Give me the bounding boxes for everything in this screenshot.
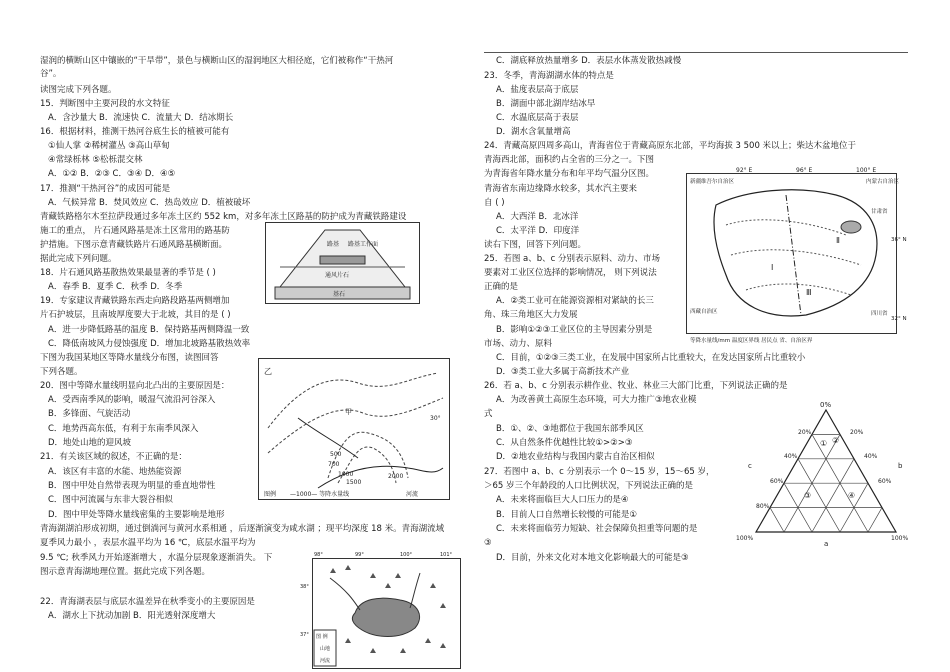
province-region3: 甘肃省 [871, 209, 888, 215]
ternary-label-b: b [898, 462, 903, 470]
right-line: 24．青藏高原四周多高山，青海省位于青藏高原东北部，平均海拔 3 500 米以上；柴达木盆地位于 [484, 141, 857, 151]
left-line: C．降低南坡风力侵蚀强度 D．增加北坡路基散热效率 [48, 339, 251, 349]
left-line: 湿润的横断山区中镶嵌的“干旱带”，景色与横断山区的湿润地区大相径庭，它们被称作“干热河 [40, 56, 394, 66]
right-line: 为青海省年降水量分布和年平均气温分区图。 [484, 169, 655, 179]
ternary-p1: ① [820, 439, 828, 448]
railway-label-stone: 通风片石 [325, 272, 350, 279]
province-lat1: 36° N [891, 237, 907, 243]
qinghai-legend: 图 例 [316, 634, 328, 640]
right-line: C．未来将面临劳力短缺、社会保障负担重等问题的是 [496, 524, 698, 534]
province-zone1: Ⅰ [771, 263, 774, 272]
qinghai-lon4: 101° [440, 552, 453, 558]
right-line: ＞65 岁三个年龄段的人口比例状况，下列说法正确的是 [484, 481, 694, 491]
right-line: 25．若图 a、b、c 分别表示原料、动力、市场 [484, 254, 660, 264]
left-line: A．进一步降低路基的温度 B．保持路基两侧降温一致 [48, 325, 250, 335]
rainfall-legend-iso: —1000— 等降水量线 [290, 491, 350, 498]
right-line: C．湖底释放热量增多 D．表层水体蒸发散热减慢 [496, 56, 682, 66]
left-line: A．该区有丰富的水能、地热能资源 [48, 467, 182, 477]
right-line: 青海省东南边缘降水较多，其水汽主要来 [484, 184, 638, 194]
ternary-20: 20% [798, 429, 812, 436]
left-line: 片石护坡层，且南坡厚度要大于北坡，其目的是 ( ) [40, 310, 231, 320]
right-line: D．②地农业结构与我国内蒙古自治区相似 [496, 452, 655, 462]
ternary-top: 0% [820, 401, 832, 409]
right-line: B．湖面中部北湖岸结冰早 [496, 99, 596, 109]
right-line: D．湖水含氧量增高 [496, 127, 571, 137]
ternary-p2: ② [832, 436, 840, 445]
ternary-right-60: 60% [878, 478, 892, 485]
left-line: 19．专家建议青藏铁路东西走向路段路基两侧增加 [40, 296, 230, 306]
rainfall-lat: 30° [430, 415, 441, 422]
province-zone3: Ⅲ [806, 288, 812, 297]
right-line: A．未来将面临巨大人口压力的是④ [496, 495, 629, 505]
rainfall-iso-2000: 2000 [388, 473, 404, 480]
qinghai-lon2: 99° [355, 552, 364, 558]
right-line: 青海西北部，面积约占全省的三分之一。下图 [484, 155, 655, 165]
province-lon3: 100° E [856, 167, 877, 174]
rainfall-label-jia: 甲 [345, 408, 352, 416]
right-line: D．目前，外来文化对本地文化影响最大的可能是③ [496, 553, 689, 563]
right-line: 读右下图，回答下列问题。 [484, 240, 587, 250]
right-line: B．影响①②③工业区位的主导因素分别是 [496, 325, 653, 335]
province-zone2: Ⅱ [836, 236, 840, 245]
right-line: 角、珠三角地区大力发展 [484, 310, 578, 320]
left-line: C．图中河流属与东非大裂谷相似 [48, 495, 173, 505]
left-line: 9.5 ℃; 秋季风力开始逐渐增大 ，水温分层现象逐渐消失。 下 [40, 553, 273, 563]
rainfall-iso-1000: 1000 [338, 471, 354, 478]
left-line: C．地势西高东低，有利于东南季风深入 [48, 424, 199, 434]
right-line: C．水温底层高于表层 [496, 113, 579, 123]
province-lat2: 32° N [891, 316, 907, 322]
left-line: A．含沙量大 B．流速快 C．流量大 D．结冰期长 [48, 113, 234, 123]
right-line: 23．冬季，青海湖湖水体的特点是 [484, 71, 614, 81]
left-line: A．①② B．②③ C．③④ D．④⑤ [48, 169, 176, 179]
left-line: D．地处山地的迎风坡 [48, 438, 132, 448]
right-line: 自 ( ) [484, 198, 505, 208]
left-line: 施工的重点， 片石通风路基是冻土区常用的路基防 [40, 226, 230, 236]
ternary-right-40: 40% [864, 453, 878, 460]
right-line: 要素对工业区位选择的影响情况， 则下列说法 [484, 268, 657, 278]
province-lon1: 92° E [736, 167, 753, 174]
left-line: A．气候异常 B．焚风效应 C．热岛效应 D．植被破坏 [48, 198, 251, 208]
rainfall-iso-700: 700 [328, 461, 340, 468]
right-line: C．目前，①②③三类工业，在发展中国家所占比重较大，在发达国家所占比重较小 [496, 353, 806, 363]
left-line: 据此完成下列问题。 [40, 254, 117, 264]
ternary-label-c: c [748, 462, 752, 470]
railway-label-workface: 路基工作面 [348, 241, 379, 248]
right-line: 市场、动力、原料 [484, 339, 553, 349]
left-line: ④常绿栎林 ⑤松栎混交林 [48, 155, 143, 165]
left-line: 18．片石通风路基散热效果最显著的季节是 ( ) [40, 268, 216, 278]
left-line: 护措施。下图示意青藏铁路片石通风路基横断面。 [40, 240, 228, 250]
railway-label-top: 路基 [327, 241, 340, 248]
right-line: A．盐度表层高于底层 [496, 85, 579, 95]
rainfall-iso-1500: 1500 [346, 479, 362, 486]
ternary-80: 80% [756, 503, 770, 510]
left-line: 读图完成下列各题。 [40, 85, 117, 95]
left-line: 20．图中等降水量线明显向北凸出的主要原因是： [40, 381, 230, 391]
qinghai-lake-figure [300, 548, 464, 670]
left-line: 21．有关该区域的叙述，不正确的是： [40, 452, 187, 462]
province-region5: 四川省 [871, 311, 888, 317]
right-line: A．大西洋 B．北冰洋 [496, 212, 579, 222]
province-region2: 内蒙古自治区 [866, 179, 900, 185]
railway-section-figure [265, 222, 420, 304]
left-line: 下图为我国某地区等降水量线分布图，读图回答 [40, 353, 219, 363]
right-line: 正确的是 [484, 282, 519, 292]
qinghai-lat1: 38° [300, 584, 309, 590]
ternary-60: 60% [770, 478, 784, 485]
left-line: B．多锋面、气旋活动 [48, 409, 131, 419]
province-region4: 西藏自治区 [690, 309, 718, 315]
qinghai-lat2: 37° [300, 632, 309, 638]
left-line: 17．推测“干热河谷”的成因可能是 [40, 184, 171, 194]
ternary-label-a: a [824, 540, 829, 548]
left-line: A．湖水上下扰动加剧 B．阳光透射深度增大 [48, 611, 216, 621]
qinghai-province-figure [686, 165, 912, 345]
left-line: A．春季 B．夏季 C．秋季 D．冬季 [48, 282, 183, 292]
rainfall-map-figure [258, 358, 450, 500]
left-line: ①仙人掌 ②稀树灌丛 ③高山草甸 [48, 141, 170, 151]
left-line: 夏季风力最小 ，表层水温平均为 16 ℃，底层水温平均为 [40, 538, 256, 548]
ternary-p3: ③ [804, 491, 812, 500]
header-rule [484, 52, 908, 53]
left-line: B．图中甲处自然带表现为明显的垂直地带性 [48, 481, 216, 491]
qinghai-lon1: 98° [314, 552, 323, 558]
right-line: B．①、②、③地都位于我国东部季风区 [496, 424, 644, 434]
rainfall-legend-river: 河流 [406, 491, 419, 498]
qinghai-leg-mountain: 山地 [320, 646, 331, 652]
rainfall-legend-label: 图例 [264, 491, 277, 498]
left-line: 15．判断图中主要河段的水文特征 [40, 99, 170, 109]
ternary-figure [736, 398, 912, 548]
right-line: B．目前人口自然增长较慢的可能是① [496, 510, 637, 520]
ternary-right-100: 100% [891, 535, 909, 542]
ternary-100: 100% [736, 535, 754, 542]
right-line: ③ [484, 538, 492, 548]
ternary-40: 40% [784, 453, 798, 460]
province-lon2: 96° E [796, 167, 813, 174]
right-line: A．为改善黄土高原生态环境，可大力推广③地农业模 [496, 395, 697, 405]
left-line: 下列各题。 [40, 367, 83, 377]
rainfall-iso-500: 500 [330, 451, 342, 458]
left-line: 谷”。 [40, 69, 62, 79]
province-region1: 新疆维吾尔自治区 [690, 179, 735, 185]
right-line: C．太平洋 D．印度洋 [496, 226, 580, 236]
left-line: A．受西南季风的影响，暖湿气流沿河谷深入 [48, 395, 216, 405]
right-line: 26．若 a、b、c 分别表示耕作业、牧业、林业三大部门比重，下列说法正确的是 [484, 381, 788, 391]
right-line: D．③类工业大多属于高新技术产业 [496, 367, 630, 377]
left-line: 16．根据材料，推测干热河谷底生长的植被可能有 [40, 127, 230, 137]
right-line: 式 [484, 409, 493, 419]
right-line: 27．若图中 a、b、c 分别表示一个 0～15 岁，15～65 岁， [484, 467, 715, 477]
left-line: 22．青海湖表层与底层水温差异在秋季变小的主要原因是 [40, 597, 255, 607]
left-line: 图示意青海湖地理位置。据此完成下列各题。 [40, 567, 211, 577]
right-line: A．②类工业可在能源资源相对紧缺的长三 [496, 296, 654, 306]
left-line: 青藏铁路格尔木至拉萨段通过多年冻土区约 552 km，对多年冻土区路基的防护成为青藏铁路建设 [40, 212, 407, 222]
left-line: 青海湖湖泊形成初期，通过倒淌河与黄河水系相通 ，后逐渐演变为咸水湖 ；现平均深度 18 米。青海湖流域 [40, 524, 445, 534]
railway-label-bottom: 基石 [333, 291, 346, 298]
qinghai-lon3: 100° [400, 552, 413, 558]
left-line: D．图中甲处等降水量线密集的主要影响是地形 [48, 510, 225, 520]
ternary-right-20: 20% [850, 429, 864, 436]
rainfall-label-yi: 乙 [264, 367, 272, 376]
qinghai-leg-river: 河流 [320, 658, 331, 664]
ternary-p4: ④ [848, 491, 856, 500]
right-line: C．从自然条件优越性比较①>②>③ [496, 438, 633, 448]
province-legend: 等降水量线/mm 温度区界线 居民点 省、自治区界 [690, 338, 813, 344]
